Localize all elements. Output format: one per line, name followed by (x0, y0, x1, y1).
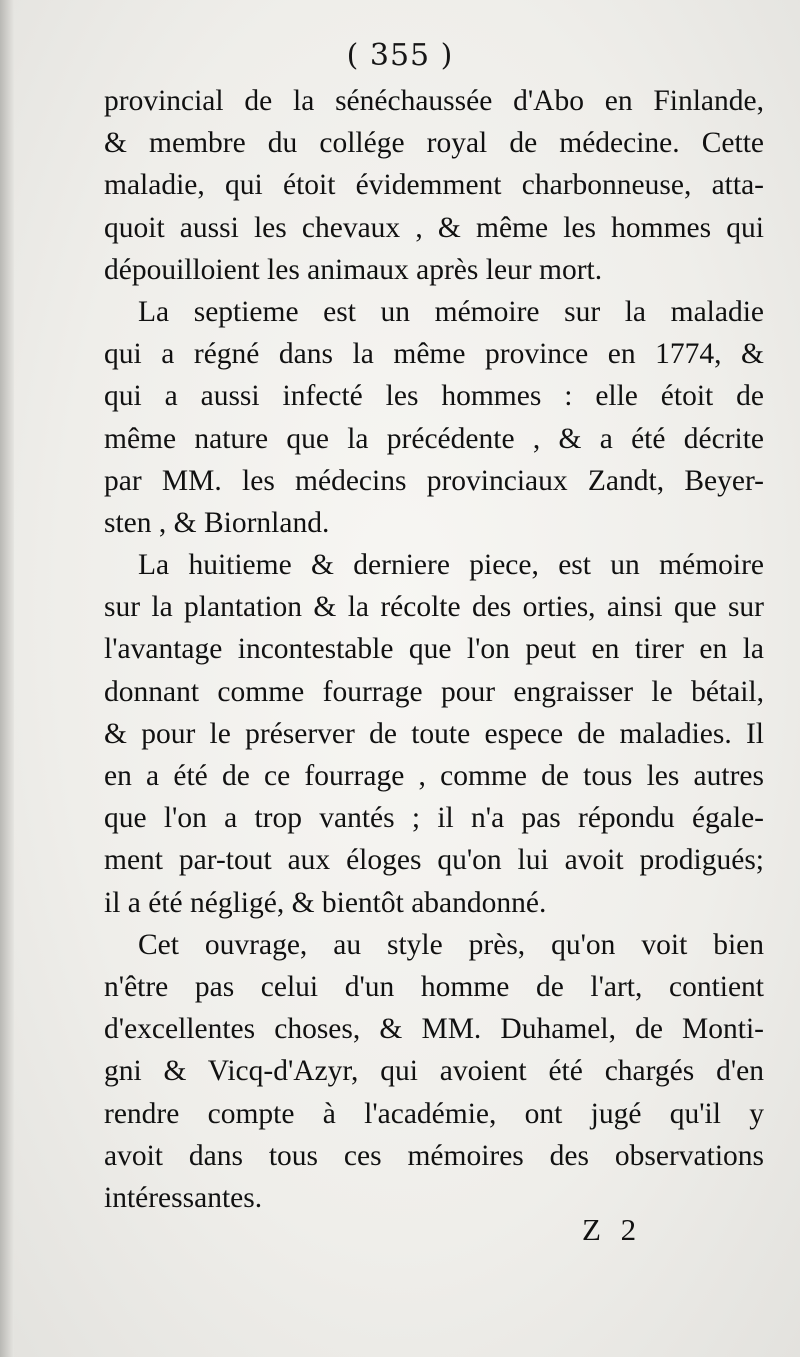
text-line: n'être pas celui d'un homme de l'art, contient (104, 970, 764, 1003)
text-line: & pour le préserver de toute espece de maladies. Il (104, 717, 764, 750)
text-line: sur la plantation & la récolte des orties, ainsi que sur (104, 591, 764, 624)
text-line: il a été négligé, & bientôt abandonné. (104, 886, 547, 919)
text-line: avoit dans tous ces mémoires des observations (104, 1139, 764, 1172)
text-line: maladie, qui étoit évidemment charbonneuse, atta- (104, 169, 764, 202)
text-line: gni & Vicq-d'Azyr, qui avoient été chargés d'en (104, 1055, 764, 1088)
text-line: que l'on a trop vantés ; il n'a pas répondu égale- (104, 802, 764, 835)
text-line: donnant comme fourrage pour engraisser le bétail, (104, 675, 764, 708)
text-line: Cet ouvrage, au style près, qu'on voit bien (138, 928, 764, 961)
paragraph (104, 924, 764, 1219)
text-line: & membre du collége royal de médecine. Cette (104, 127, 764, 160)
paragraph (104, 80, 764, 291)
text-line: dépouilloient les animaux après leur mort. (104, 253, 603, 286)
text-line: d'excellentes choses, & MM. Duhamel, de Monti- (104, 1013, 764, 1046)
text-line: rendre compte à l'académie, ont jugé qu'il y (104, 1097, 764, 1130)
paragraph (104, 544, 764, 924)
text-line: ment par-tout aux éloges qu'on lui avoit prodigués; (104, 844, 764, 877)
text-line: qui a aussi infecté les hommes : elle étoit de (104, 380, 764, 413)
text-line: sten , & Biornland. (104, 506, 330, 539)
text-line: l'avantage incontestable que l'on peut en tirer en la (104, 633, 764, 666)
text-line: même nature que la précédente , & a été décrite (104, 422, 764, 455)
paragraph (104, 291, 764, 544)
page-number: ( 355 ) (346, 38, 454, 73)
text-line: par MM. les médecins provinciaux Zandt, Beyer- (104, 464, 764, 497)
page-gutter-shadow (0, 0, 14, 1357)
signature-mark: Z 2 (582, 1212, 643, 1247)
text-line: provincial de la sénéchaussée d'Abo en Finlande, (104, 85, 764, 117)
text-line: quoit aussi les chevaux , & même les hommes qui (104, 211, 764, 244)
body-text (104, 80, 764, 1219)
text-line: qui a régné dans la même province en 1774, & (104, 338, 764, 371)
text-line: La septieme est un mémoire sur la maladie (138, 295, 764, 328)
text-line: intéressantes. (104, 1181, 263, 1214)
text-line: en a été de ce fourrage , comme de tous les autres (104, 760, 764, 792)
text-line: La huitieme & derniere piece, est un mémoire (138, 549, 764, 582)
